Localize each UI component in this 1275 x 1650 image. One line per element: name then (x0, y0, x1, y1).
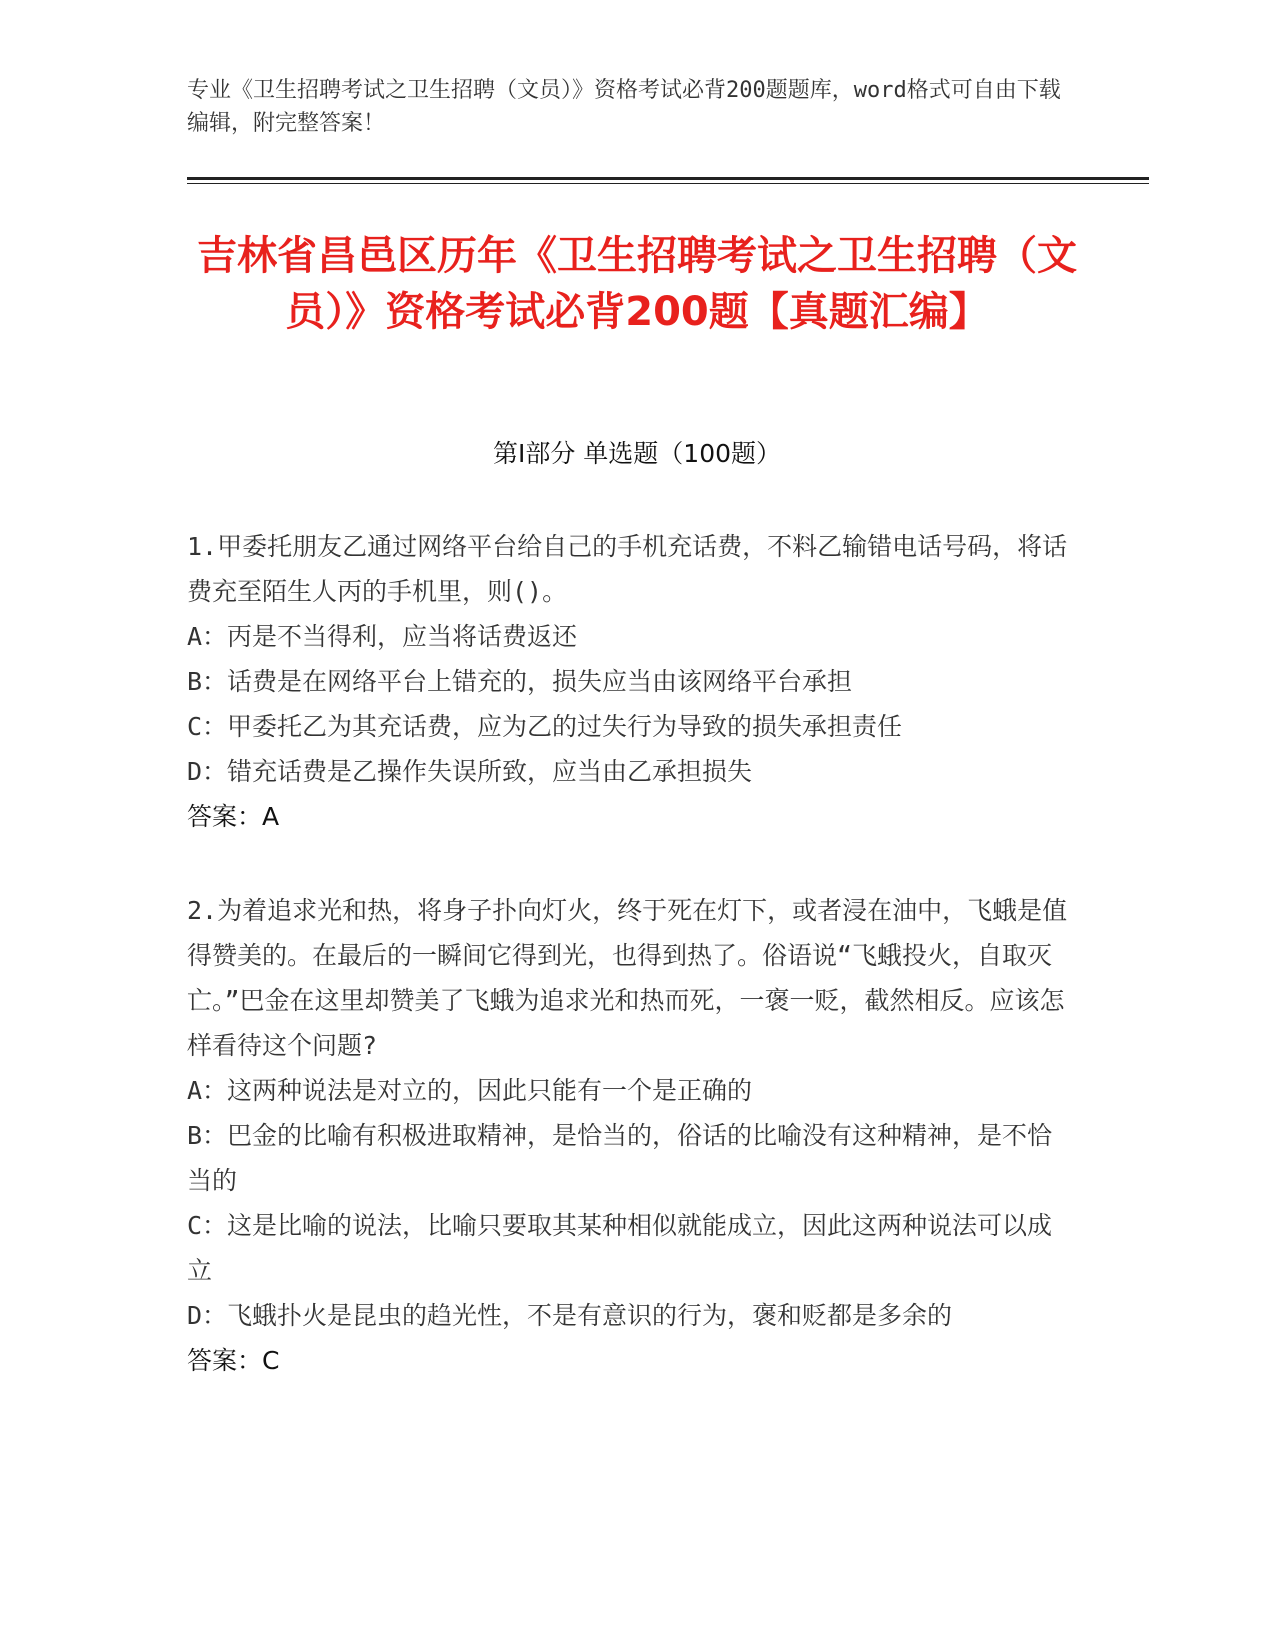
option-d: D：飞蛾扑火是昆虫的趋光性，不是有意识的行为，褒和贬都是多余的 (187, 1301, 953, 1330)
document-title: 吉林省昌邑区历年《卫生招聘考试之卫生招聘（文员）》资格考试必背200题【真题汇编】 (197, 233, 1077, 335)
section-title: 第Ⅰ部分 单选题（100题） (492, 439, 782, 468)
answer: 答案：A (187, 802, 280, 831)
option-a: A：这两种说法是对立的，因此只能有一个是正确的 (187, 1076, 753, 1105)
option-d: D：错充话费是乙操作失误所致，应当由乙承担损失 (187, 757, 753, 786)
header-note: 专业《卫生招聘考试之卫生招聘（文员）》资格考试必背200题题库，word格式可自由下载编辑，附完整答案！ (187, 78, 1061, 136)
option-b: B：巴金的比喻有积极进取精神，是恰当的，俗话的比喻没有这种精神，是不恰当的 (187, 1121, 1053, 1195)
header-rule-thick (187, 177, 1149, 180)
answer: 答案：C (187, 1346, 280, 1375)
option-b: B：话费是在网络平台上错充的，损失应当由该网络平台承担 (187, 667, 853, 696)
question-stem: 2.为着追求光和热，将身子扑向灯火，终于死在灯下，或者浸在油中，飞蛾是值得赞美的。在最后的一瞬间它得到光，也得到热了。俗语说“飞蛾投火，自取灭亡。”巴金在这里却赞美了飞蛾为追求光和热而死，一褒一贬，截然相反。应该怎样看待这个问题? (187, 896, 1068, 1060)
question-2 (187, 888, 1077, 1383)
option-c: C：甲委托乙为其充话费，应为乙的过失行为导致的损失承担责任 (187, 712, 903, 741)
question-stem: 1.甲委托朋友乙通过网络平台给自己的手机充话费，不料乙输错电话号码，将话费充至陌生人丙的手机里，则()。 (187, 532, 1068, 606)
question-1 (187, 524, 1077, 839)
header-rule-thin (187, 183, 1149, 184)
option-a: A：丙是不当得利，应当将话费返还 (187, 622, 578, 651)
option-c: C：这是比喻的说法，比喻只要取其某种相似就能成立，因此这两种说法可以成立 (187, 1211, 1053, 1285)
